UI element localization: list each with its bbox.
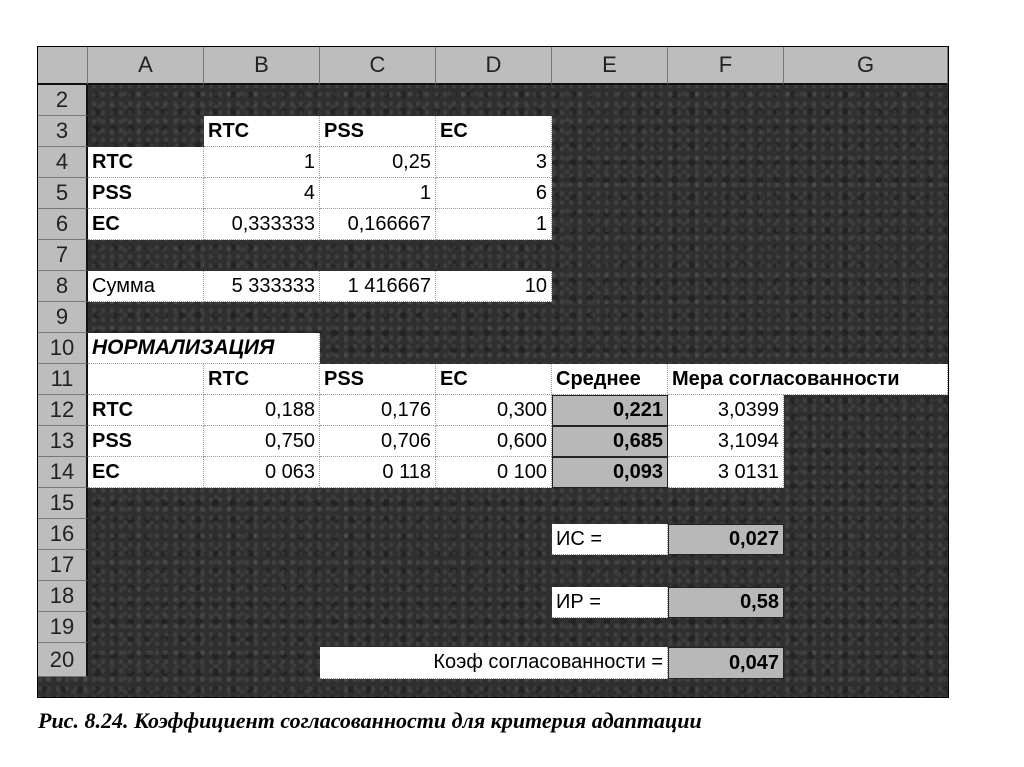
row-header-8[interactable]: 8 [38,271,88,302]
row-header-5[interactable]: 5 [38,178,88,209]
norm-row-label-pss[interactable]: PSS [88,426,204,457]
column-header-f[interactable]: F [668,47,784,85]
norm-header-ec[interactable]: EC [436,364,552,395]
matrix-row-label-rtc[interactable]: RTC [88,147,204,178]
consistency-coefficient-label[interactable]: Коэф согласованности = [320,647,668,679]
matrix-row-label-pss[interactable]: PSS [88,178,204,209]
norm-cell-pss-rtc[interactable]: 0,750 [204,426,320,457]
ir-value[interactable]: 0,58 [668,587,784,618]
matrix-cell-rtc-rtc[interactable]: 1 [204,147,320,178]
column-header-e[interactable]: E [552,47,668,85]
norm-average-pss[interactable]: 0,685 [552,426,668,457]
norm-cell-ec-ec[interactable]: 0 100 [436,457,552,488]
sum-rtc[interactable]: 5 333333 [204,271,320,302]
norm-cell-rtc-pss[interactable]: 0,176 [320,395,436,426]
matrix-cell-ec-ec[interactable]: 1 [436,209,552,240]
row-header-13[interactable]: 13 [38,426,88,457]
norm-header-consistency-measure[interactable]: Мера согласованности [668,364,948,395]
normalization-title[interactable]: НОРМАЛИЗАЦИЯ [88,333,320,364]
row-header-6[interactable]: 6 [38,209,88,240]
norm-measure-pss[interactable]: 3,1094 [668,426,784,457]
row-header-2[interactable]: 2 [38,85,88,116]
row-header-11[interactable]: 11 [38,364,88,395]
row-header-7[interactable]: 7 [38,240,88,271]
figure-caption: Рис. 8.24. Коэффициент согласованности для критерия адаптации [38,708,702,733]
matrix-cell-pss-ec[interactable]: 6 [436,178,552,209]
column-header-b[interactable]: B [204,47,320,85]
norm-cell-pss-ec[interactable]: 0,600 [436,426,552,457]
ir-label[interactable]: ИР = [552,587,668,618]
sum-label[interactable]: Сумма [88,271,204,302]
column-header-d[interactable]: D [436,47,552,85]
norm-average-ec[interactable]: 0,093 [552,457,668,488]
row-header-19[interactable]: 19 [38,612,88,643]
matrix-header-pss[interactable]: PSS [320,116,436,147]
matrix-header-rtc[interactable]: RTC [204,116,320,147]
norm-cell-ec-pss[interactable]: 0 118 [320,457,436,488]
matrix-cell-pss-rtc[interactable]: 4 [204,178,320,209]
column-header-c[interactable]: C [320,47,436,85]
column-header-a[interactable]: A [88,47,204,85]
row-header-4[interactable]: 4 [38,147,88,178]
norm-cell-pss-pss[interactable]: 0,706 [320,426,436,457]
norm-cell-rtc-rtc[interactable]: 0,188 [204,395,320,426]
norm-cell-rtc-ec[interactable]: 0,300 [436,395,552,426]
column-header-g[interactable]: G [784,47,948,85]
row-header-20[interactable]: 20 [38,643,88,677]
matrix-cell-ec-pss[interactable]: 0,166667 [320,209,436,240]
ic-value[interactable]: 0,027 [668,524,784,555]
matrix-cell-rtc-pss[interactable]: 0,25 [320,147,436,178]
norm-average-rtc[interactable]: 0,221 [552,395,668,426]
consistency-coefficient-value[interactable]: 0,047 [668,647,784,679]
ic-label[interactable]: ИС = [552,524,668,555]
row-header-12[interactable]: 12 [38,395,88,426]
norm-header-average[interactable]: Среднее [552,364,668,395]
sum-pss[interactable]: 1 416667 [320,271,436,302]
norm-header-rtc[interactable]: RTC [204,364,320,395]
matrix-row-label-ec[interactable]: EC [88,209,204,240]
row-header-14[interactable]: 14 [38,457,88,488]
matrix-cell-rtc-ec[interactable]: 3 [436,147,552,178]
norm-measure-rtc[interactable]: 3,0399 [668,395,784,426]
row-header-10[interactable]: 10 [38,333,88,364]
norm-measure-ec[interactable]: 3 0131 [668,457,784,488]
row-header-18[interactable]: 18 [38,581,88,612]
norm-row-label-rtc[interactable]: RTC [88,395,204,426]
sum-ec[interactable]: 10 [436,271,552,302]
row-header-15[interactable]: 15 [38,488,88,519]
norm-cell-ec-rtc[interactable]: 0 063 [204,457,320,488]
select-all-corner[interactable] [38,47,88,85]
spreadsheet [38,47,948,697]
matrix-cell-ec-rtc[interactable]: 0,333333 [204,209,320,240]
matrix-header-ec[interactable]: EC [436,116,552,147]
row-header-16[interactable]: 16 [38,519,88,550]
norm-row-label-ec[interactable]: EC [88,457,204,488]
matrix-cell-pss-pss[interactable]: 1 [320,178,436,209]
row-header-9[interactable]: 9 [38,302,88,333]
row-header-3[interactable]: 3 [38,116,88,147]
norm-header-pss[interactable]: PSS [320,364,436,395]
row-header-17[interactable]: 17 [38,550,88,581]
normalization-corner-cell[interactable] [88,364,204,395]
